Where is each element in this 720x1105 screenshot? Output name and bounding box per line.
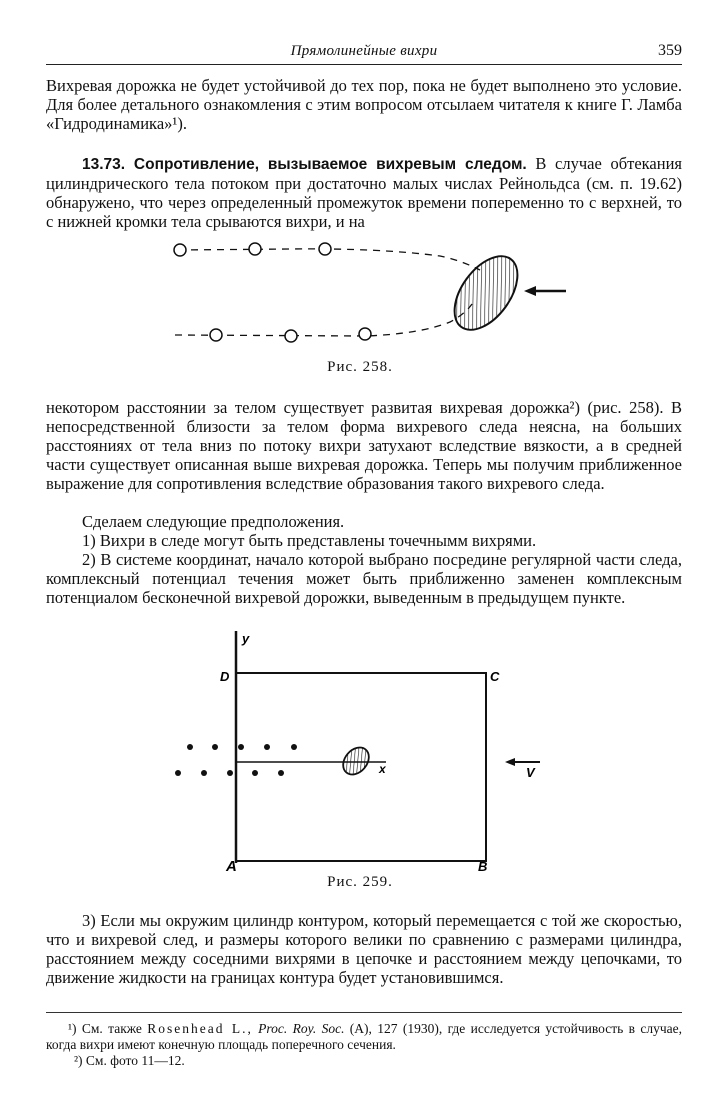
- vortex-dot: [201, 770, 207, 776]
- figure-258-vortex-street: [160, 234, 580, 354]
- paragraph-6: 2) В системе координат, начало которой выбрано посредине регулярной части следа, комплексный потенциал течения может быть приближенно заменен комплексным потенциалом бесконечной вихревой дорожки, выведенным в предыдущем пункте.: [46, 550, 682, 607]
- paragraph-5: 1) Вихри в следе могут быть представлены точечнымм вихрями.: [82, 531, 537, 550]
- vortex-dot: [187, 744, 193, 750]
- footnote-1: ¹) См. также Rosenhead L., Proc. Roy. Soc. (A), 127 (1930), где исследуется устойчивость в случае, когда вихри имеют конечную площадь поперечного сечения.: [46, 1021, 682, 1052]
- vortex-dot: [252, 770, 258, 776]
- section-text: В случае обтекания цилиндрического тела потоком при достаточно малых числах Рейнольдса (см. п. 19.62) обнаружено, что через определенный промежуток времени попеременно то с верхней, то с нижней кромки тела срываются вихри, и на: [46, 154, 682, 231]
- footnotes: [46, 1012, 682, 1069]
- paragraph-section-13-73: [46, 154, 682, 231]
- label-D: D: [220, 669, 230, 684]
- y-axis-label: y: [242, 631, 250, 646]
- paragraph-7: 3) Если мы окружим цилиндр контуром, который перемещается с той же скоростью, что и вихревой след, и размеры которого велики по сравнению с размерами цилиндра, расстоянием между соседними вихрями в цепочке и расстоянием между цепочками, то движение жидкости на границах контура будет установившимся.: [46, 911, 682, 987]
- label-A: A: [226, 858, 237, 875]
- lower-vortex-3: [359, 328, 371, 340]
- upper-vortex-1: [174, 244, 186, 256]
- cylinder-body: [338, 742, 374, 779]
- footnote-journal: Proc. Roy. Soc.: [252, 1021, 345, 1036]
- figure-259-control-contour: [160, 625, 560, 875]
- lower-vortex-2: [285, 330, 297, 342]
- page-number: 359: [658, 42, 682, 59]
- x-axis-label: x: [379, 762, 386, 776]
- footnote-2: ²) См. фото 11—12.: [74, 1053, 185, 1068]
- velocity-label: V: [526, 765, 535, 780]
- paragraph-4: Сделаем следующие предположения.: [82, 512, 345, 531]
- vortex-dot: [264, 744, 270, 750]
- velocity-arrow-head: [505, 758, 515, 766]
- figure-258-caption: Рис. 258.: [327, 359, 393, 375]
- vortex-dot: [212, 744, 218, 750]
- vortex-dot: [291, 744, 297, 750]
- section-title: 13.73. Сопротивление, вызываемое вихревым следом.: [82, 156, 527, 173]
- upper-vortex-3: [319, 243, 331, 255]
- running-title: Прямолинейные вихри: [290, 43, 438, 59]
- vortex-dot: [278, 770, 284, 776]
- vortex-dot: [238, 744, 244, 750]
- paragraph-1: Вихревая дорожка не будет устойчивой до тех пор, пока не будет выполнено это условие. Для более детального ознакомления с этим вопросом отсылаем читателя к книге Г. Ламба «Гидродинамика»¹).: [46, 76, 682, 133]
- flow-arrow-head: [524, 286, 536, 296]
- upper-vortex-2: [249, 243, 261, 255]
- label-C: C: [490, 669, 500, 684]
- page-header: [46, 40, 682, 65]
- lower-vortex-1: [210, 329, 222, 341]
- vortex-dot: [227, 770, 233, 776]
- footnote-author: Rosenhead L.,: [147, 1021, 253, 1036]
- label-B: B: [478, 859, 488, 874]
- vortex-dot: [175, 770, 181, 776]
- paragraph-3: некотором расстоянии за телом существует развитая вихревая дорожка²) (рис. 258). В непосредственной близости за телом форма вихревого следа неясна, на больших расстояниях от тела вниз по потоку вихри затухают вследствие вязкости, а в средней части существует описанная выше вихревая дорожка. Теперь мы получим приближенное выражение для сопротивления вследствие образования такого вихревого следа.: [46, 398, 682, 493]
- figure-259-caption: Рис. 259.: [327, 874, 393, 890]
